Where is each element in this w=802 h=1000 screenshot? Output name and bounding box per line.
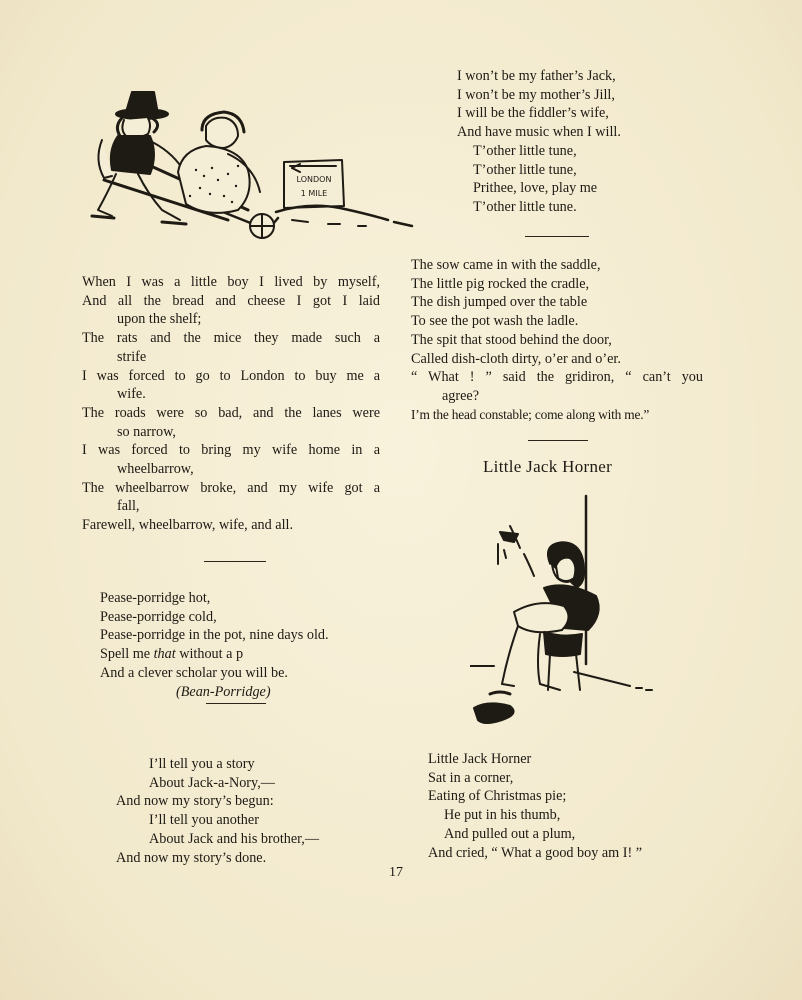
poem-line: The wheelbarrow broke, and my wife got a: [82, 479, 380, 496]
poem-line: And now my story’s done.: [116, 849, 267, 866]
poem-line: The dish jumped over the table: [411, 294, 588, 311]
poem-title: Little Jack Horner: [483, 457, 613, 476]
page-number: 17: [389, 865, 403, 880]
poem-line: wife.: [117, 386, 146, 403]
poem-line: upon the shelf;: [117, 311, 202, 328]
divider-rule: [525, 236, 589, 237]
poem-line: And cried, “ What a good boy am I! ”: [428, 844, 643, 861]
poem-line: I will be the fiddler’s wife,: [457, 105, 609, 122]
text-without-p: without a p: [179, 646, 244, 663]
poem-line: so narrow,: [117, 423, 176, 440]
poem-line: He put in his thumb,: [444, 807, 561, 824]
text-spell-me: Spell me: [100, 646, 151, 663]
poem-line-spell: [100, 645, 329, 664]
poem-line: I was forced to bring my wife home in a: [82, 442, 380, 459]
poem-line: Farewell, wheelbarrow, wife, and all.: [82, 517, 294, 534]
poem-subtitle: (Bean-Porridge): [176, 683, 271, 700]
poem-line: About Jack and his brother,—: [149, 830, 320, 847]
poem-line: About Jack-a-Nory,—: [149, 774, 275, 791]
poem-line: Sat in a corner,: [428, 769, 514, 786]
poem-line: I’ll tell you another: [149, 812, 259, 829]
divider-rule: [528, 440, 588, 441]
poem-jack-a-nory: [116, 755, 319, 867]
poem-fathers-jack: [457, 67, 621, 217]
poem-line: I’m the head constable; come along with me.”: [411, 406, 650, 422]
poem-line: Little Jack Horner: [428, 751, 532, 767]
poem-line: The roads were so bad, and the lanes were: [82, 404, 380, 421]
poem-line: Pease-porridge hot,: [100, 590, 211, 606]
poem-line: I won’t be my mother’s Jill,: [457, 86, 615, 103]
poem-pease-porridge: [100, 589, 329, 701]
poem-line: I was forced to go to London to buy me a: [82, 367, 380, 384]
signpost-london: LONDON: [296, 175, 332, 184]
text-that: that: [153, 646, 176, 663]
signpost-mile: 1 MILE: [300, 189, 328, 198]
poem-line: fall,: [117, 498, 140, 515]
poem-line: wheelbarrow,: [117, 461, 194, 478]
divider-rule: [204, 561, 266, 562]
poem-line: And have music when I will.: [457, 124, 621, 141]
poem-line: Called dish-cloth dirty, o’er and o’er.: [411, 350, 621, 367]
poem-line: T’other little tune,: [473, 142, 577, 159]
poem-line: “ What ! ” said the gridiron, “ can’t you: [411, 369, 703, 386]
poem-line: I won’t be my father’s Jack,: [457, 68, 616, 84]
poem-line: Pease-porridge in the pot, nine days old.: [100, 627, 329, 644]
poem-line: When I was a little boy I lived by myself,: [82, 274, 380, 290]
poem-line: Eating of Christmas pie;: [428, 788, 567, 805]
poem-line: The sow came in with the saddle,: [411, 257, 601, 273]
poem-line: And a clever scholar you will be.: [100, 664, 288, 681]
poem-line: strife: [117, 348, 147, 365]
divider-rule: [206, 703, 266, 704]
poem-line: And all the bread and cheese I got I laid: [82, 292, 380, 309]
poem-line: The little pig rocked the cradle,: [411, 275, 590, 292]
poem-line: The spit that stood behind the door,: [411, 331, 612, 348]
poem-line: I’ll tell you a story: [149, 756, 255, 772]
poem-line: And now my story’s begun:: [116, 793, 274, 810]
poem-line: And pulled out a plum,: [444, 825, 576, 842]
poem-line: The rats and the mice they made such a: [82, 330, 380, 347]
poem-line: To see the pot wash the ladle.: [411, 313, 579, 330]
jack-horner-illustration: [470, 494, 660, 734]
poem-line: Prithee, love, play me: [473, 180, 598, 197]
poem-line: agree?: [442, 387, 480, 404]
poem-line: Pease-porridge cold,: [100, 608, 217, 625]
poem-line: T’other little tune,: [473, 161, 577, 178]
poem-sow-saddle: [411, 256, 703, 424]
poem-little-boy: [82, 273, 380, 535]
poem-line: T’other little tune.: [473, 198, 577, 215]
poem-jack-horner: [428, 750, 642, 862]
wheelbarrow-illustration: [78, 70, 418, 240]
